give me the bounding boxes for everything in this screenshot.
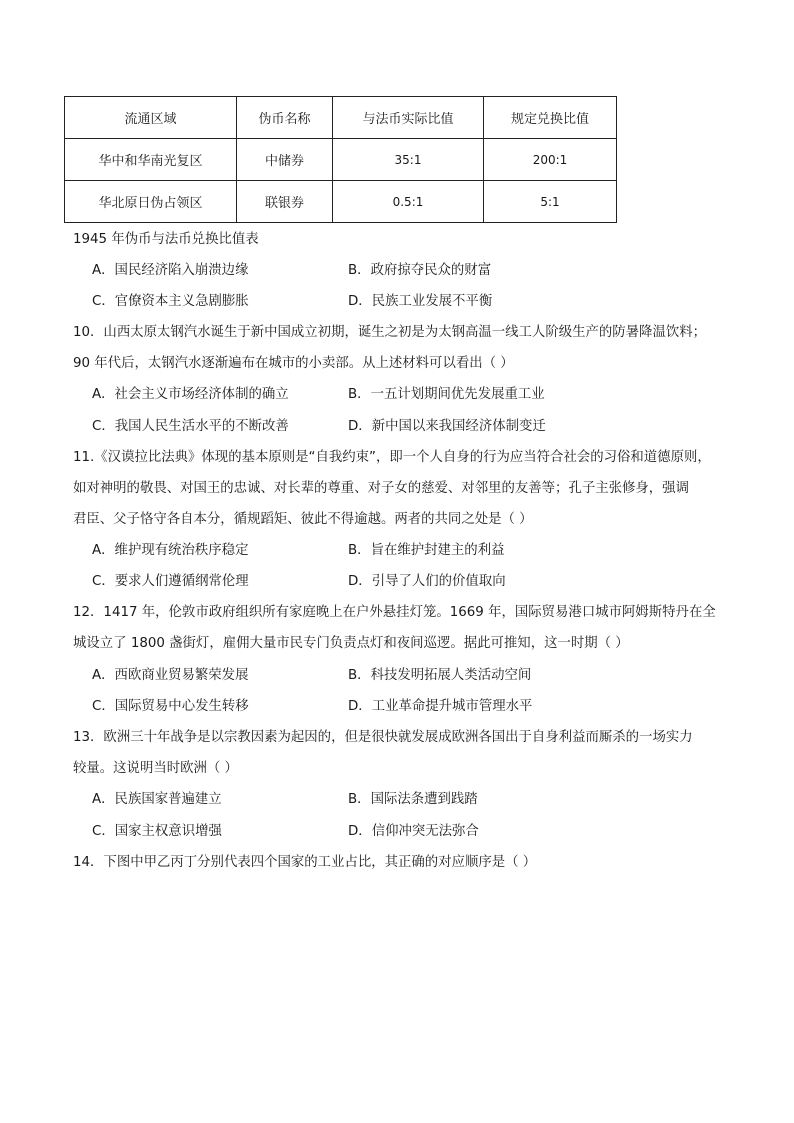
q11-stem-line-3: 君臣、父子恪守各自本分，循规蹈矩、彼此不得逾越。两者的共同之处是（ ） [73,512,533,527]
table-header-cell: 流通区域 [65,97,237,139]
table-cell: 35:1 [333,139,484,181]
q11-stem-line-1: 11.《汉谟拉比法典》体现的基本原则是“自我约束”，即一个人自身的行为应当符合社会的习俗和道德原则， [73,450,711,465]
table-cell: 0.5:1 [333,181,484,223]
q10-option-b: B．一五计划期间优先发展重工业 [348,387,545,402]
table-caption: 1945 年伪币与法币兑换比值表 [73,232,259,247]
q14-stem-line-1: 14．下图中甲乙丙丁分别代表四个国家的工业占比，其正确的对应顺序是（ ） [73,855,537,870]
q9-option-c: C．官僚资本主义急剧膨胀 [92,294,249,309]
q12-option-c: C．国际贸易中心发生转移 [92,699,249,714]
table-header-cell: 与法币实际比值 [333,97,484,139]
q12-option-b: B．科技发明拓展人类活动空间 [348,668,532,683]
exchange-rate-table [64,96,617,223]
table-cell: 5:1 [484,181,617,223]
q11-option-c: C．要求人们遵循纲常伦理 [92,574,249,589]
table-cell: 华北原日伪占领区 [65,181,237,223]
q10-option-c: C．我国人民生活水平的不断改善 [92,419,289,434]
q12-option-d: D．工业革命提升城市管理水平 [348,699,533,714]
table-header-cell: 伪币名称 [237,97,333,139]
q13-option-a: A．民族国家普遍建立 [92,792,222,807]
q13-stem-line-2: 较量。这说明当时欧洲（ ） [73,761,238,776]
q11-option-a: A．维护现有统治秩序稳定 [92,543,249,558]
q10-option-a: A．社会主义市场经济体制的确立 [92,387,289,402]
q11-option-b: B．旨在维护封建主的利益 [348,543,505,558]
q9-option-b: B．政府掠夺民众的财富 [348,263,492,278]
q9-option-a: A．国民经济陷入崩溃边缘 [92,263,249,278]
q13-option-c: C．国家主权意识增强 [92,824,222,839]
table-row [65,181,617,223]
q12-stem-line-2: 城设立了 1800 盏街灯，雇佣大量市民专门负责点灯和夜间巡逻。据此可推知，这一时期（ ） [73,636,629,651]
q10-stem-line-1: 10．山西太原太钢汽水诞生于新中国成立初期，诞生之初是为太钢高温一线工人阶级生产的防暑降温饮料； [73,325,707,340]
table-row [65,139,617,181]
table-cell: 华中和华南光复区 [65,139,237,181]
q9-option-d: D．民族工业发展不平衡 [348,294,493,309]
q10-stem-line-2: 90 年代后，太钢汽水逐渐遍布在城市的小卖部。从上述材料可以看出（ ） [73,356,514,371]
q12-stem-line-1: 12．1417 年，伦敦市政府组织所有家庭晚上在户外悬挂灯笼。1669 年，国际贸易港口城市阿姆斯特丹在全 [73,605,716,620]
q13-option-b: B．国际法条遭到践踏 [348,792,478,807]
q10-option-d: D．新中国以来我国经济体制变迁 [348,419,546,434]
q13-option-d: D．信仰冲突无法弥合 [348,824,479,839]
q13-stem-line-1: 13．欧洲三十年战争是以宗教因素为起因的，但是很快就发展成欧洲各国出于自身利益而厮杀的一场实力 [73,730,693,745]
q12-option-a: A．西欧商业贸易繁荣发展 [92,668,249,683]
table-header-cell: 规定兑换比值 [484,97,617,139]
q11-option-d: D．引导了人们的价值取向 [348,574,506,589]
table-header-row [65,97,617,139]
q11-stem-line-2: 如对神明的敬畏、对国王的忠诚、对长辈的尊重、对子女的慈爱、对邻里的友善等；孔子主张修身，强调 [73,481,689,496]
table-cell: 联银券 [237,181,333,223]
table-cell: 中储券 [237,139,333,181]
table-cell: 200:1 [484,139,617,181]
